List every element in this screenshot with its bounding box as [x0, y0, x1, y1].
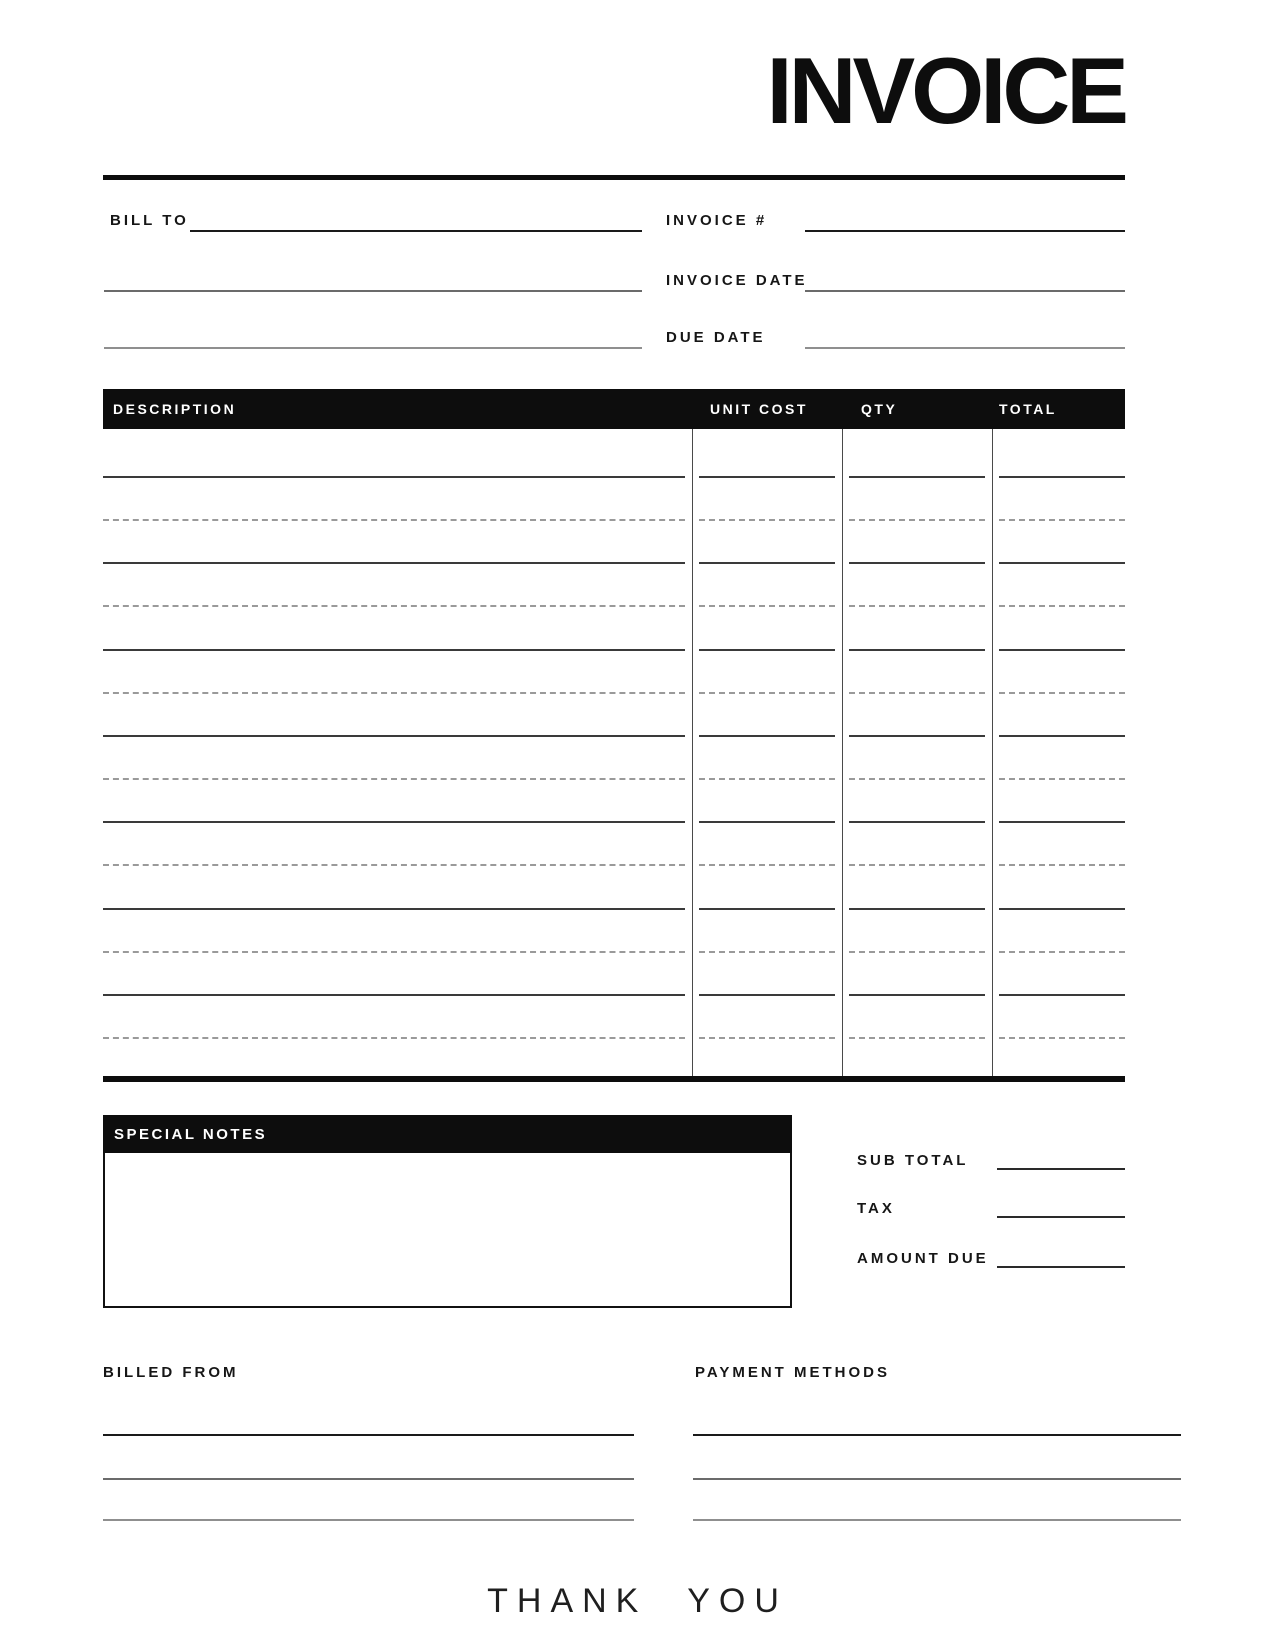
item-cell-line[interactable] [699, 864, 835, 866]
payment-methods-input-line-3[interactable] [693, 1519, 1181, 1521]
item-cell-line[interactable] [103, 476, 685, 478]
billed-from-label: BILLED FROM [103, 1364, 239, 1381]
item-row-line-solid[interactable] [103, 821, 1125, 823]
item-cell-line[interactable] [999, 778, 1125, 780]
item-cell-line[interactable] [103, 908, 685, 910]
item-cell-line[interactable] [103, 562, 685, 564]
amount-due-input-line[interactable] [997, 1266, 1125, 1268]
item-cell-line[interactable] [849, 562, 985, 564]
amount-due-label: AMOUNT DUE [857, 1250, 989, 1267]
sub-total-label: SUB TOTAL [857, 1152, 969, 1169]
item-cell-line[interactable] [999, 649, 1125, 651]
item-cell-line[interactable] [849, 951, 985, 953]
special-notes-box[interactable] [103, 1115, 792, 1308]
item-cell-line[interactable] [999, 951, 1125, 953]
item-cell-line[interactable] [999, 821, 1125, 823]
item-row-line-dashed[interactable] [103, 605, 1125, 607]
item-cell-line[interactable] [849, 908, 985, 910]
item-cell-line[interactable] [699, 605, 835, 607]
item-row-line-dashed[interactable] [103, 692, 1125, 694]
item-row-line-dashed[interactable] [103, 951, 1125, 953]
payment-methods-input-line-1[interactable] [693, 1434, 1181, 1436]
items-table-body [103, 429, 1125, 1078]
item-cell-line[interactable] [103, 994, 685, 996]
bill-to-input-line-3[interactable] [104, 347, 642, 349]
item-cell-line[interactable] [999, 908, 1125, 910]
column-separator-qty [842, 429, 843, 1078]
item-cell-line[interactable] [699, 735, 835, 737]
item-cell-line[interactable] [999, 519, 1125, 521]
bill-to-input-line-1[interactable] [190, 230, 642, 232]
table-bottom-divider [103, 1076, 1125, 1082]
item-cell-line[interactable] [103, 605, 685, 607]
item-row-line-dashed[interactable] [103, 519, 1125, 521]
due-date-input-line[interactable] [805, 347, 1125, 349]
item-cell-line[interactable] [103, 1037, 685, 1039]
item-cell-line[interactable] [849, 821, 985, 823]
item-cell-line[interactable] [103, 692, 685, 694]
item-row-line-dashed[interactable] [103, 778, 1125, 780]
item-cell-line[interactable] [699, 562, 835, 564]
item-cell-line[interactable] [999, 1037, 1125, 1039]
item-cell-line[interactable] [849, 864, 985, 866]
item-row-line-solid[interactable] [103, 994, 1125, 996]
item-cell-line[interactable] [999, 605, 1125, 607]
item-cell-line[interactable] [103, 821, 685, 823]
tax-input-line[interactable] [997, 1216, 1125, 1218]
column-separator-total [992, 429, 993, 1078]
invoice-date-input-line[interactable] [805, 290, 1125, 292]
item-cell-line[interactable] [103, 519, 685, 521]
item-row-line-solid[interactable] [103, 476, 1125, 478]
item-row-line-dashed[interactable] [103, 1037, 1125, 1039]
invoice-number-input-line[interactable] [805, 230, 1125, 232]
item-cell-line[interactable] [103, 951, 685, 953]
title-divider [103, 175, 1125, 180]
item-cell-line[interactable] [849, 519, 985, 521]
item-cell-line[interactable] [849, 1037, 985, 1039]
sub-total-input-line[interactable] [997, 1168, 1125, 1170]
invoice-number-label: INVOICE # [666, 212, 768, 229]
item-cell-line[interactable] [849, 735, 985, 737]
item-cell-line[interactable] [999, 994, 1125, 996]
item-cell-line[interactable] [699, 476, 835, 478]
special-notes-label: SPECIAL NOTES [114, 1125, 268, 1143]
bill-to-input-line-2[interactable] [104, 290, 642, 292]
item-cell-line[interactable] [699, 778, 835, 780]
item-cell-line[interactable] [849, 649, 985, 651]
column-separator-unit-cost [692, 429, 693, 1078]
item-cell-line[interactable] [999, 562, 1125, 564]
page-title: INVOICE [766, 38, 1125, 143]
item-cell-line[interactable] [699, 649, 835, 651]
bill-to-label: BILL TO [110, 212, 189, 229]
due-date-label: DUE DATE [666, 329, 766, 346]
item-cell-line[interactable] [849, 476, 985, 478]
item-cell-line[interactable] [103, 649, 685, 651]
item-cell-line[interactable] [999, 476, 1125, 478]
item-cell-line[interactable] [699, 951, 835, 953]
column-header-qty: QTY [861, 401, 898, 417]
item-cell-line[interactable] [699, 1037, 835, 1039]
item-cell-line[interactable] [699, 908, 835, 910]
tax-label: TAX [857, 1200, 895, 1217]
item-cell-line[interactable] [849, 994, 985, 996]
item-cell-line[interactable] [999, 735, 1125, 737]
item-row-line-solid[interactable] [103, 735, 1125, 737]
column-header-unit-cost: UNIT COST [710, 401, 808, 417]
item-row-line-solid[interactable] [103, 562, 1125, 564]
item-cell-line[interactable] [103, 735, 685, 737]
column-header-total: TOTAL [999, 401, 1057, 417]
item-cell-line[interactable] [699, 994, 835, 996]
column-header-description: DESCRIPTION [113, 401, 237, 417]
item-cell-line[interactable] [103, 864, 685, 866]
item-cell-line[interactable] [849, 692, 985, 694]
item-cell-line[interactable] [699, 692, 835, 694]
special-notes-header [103, 1115, 792, 1153]
special-notes-input-area[interactable] [105, 1153, 790, 1308]
item-cell-line[interactable] [849, 605, 985, 607]
item-row-line-solid[interactable] [103, 908, 1125, 910]
item-row-line-dashed[interactable] [103, 864, 1125, 866]
invoice-date-label: INVOICE DATE [666, 272, 808, 289]
billed-from-input-line-3[interactable] [103, 1519, 634, 1521]
item-cell-line[interactable] [699, 821, 835, 823]
item-row-line-solid[interactable] [103, 649, 1125, 651]
item-cell-line[interactable] [849, 778, 985, 780]
billed-from-input-line-2[interactable] [103, 1478, 634, 1480]
items-table-header [103, 389, 1125, 429]
item-cell-line[interactable] [699, 519, 835, 521]
payment-methods-label: PAYMENT METHODS [695, 1364, 891, 1381]
billed-from-input-line-1[interactable] [103, 1434, 634, 1436]
item-cell-line[interactable] [999, 864, 1125, 866]
item-cell-line[interactable] [999, 692, 1125, 694]
thank-you-text: THANK YOU [487, 1582, 788, 1620]
payment-methods-input-line-2[interactable] [693, 1478, 1181, 1480]
item-cell-line[interactable] [103, 778, 685, 780]
